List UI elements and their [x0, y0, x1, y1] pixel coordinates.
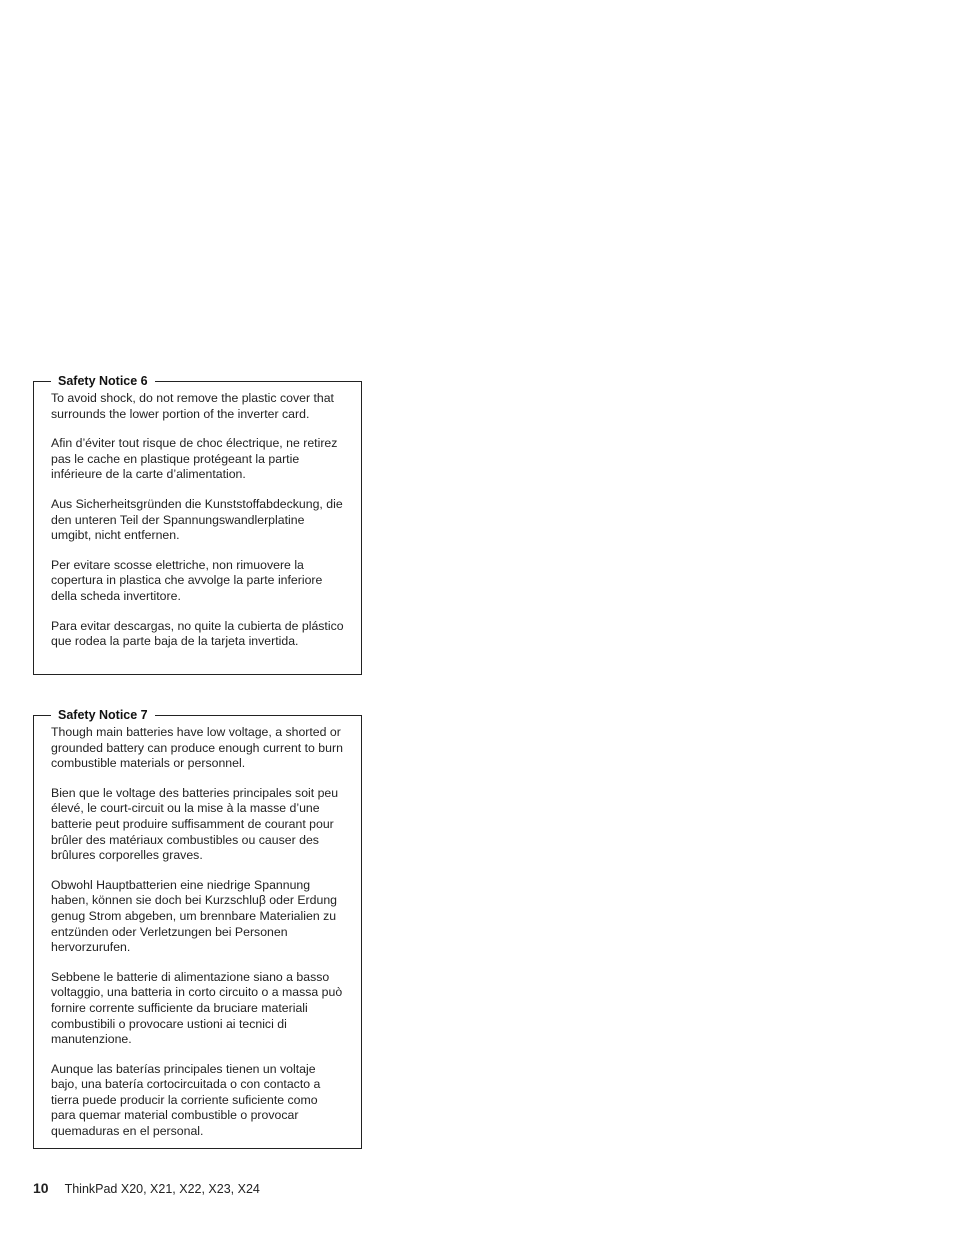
safety-notice-6-box — [33, 374, 362, 675]
notice-paragraph-english: To avoid shock, do not remove the plastic cover that surrounds the lower portion of the inverter card. — [51, 391, 334, 421]
notice-paragraph-german: Obwohl Hauptbatterien eine niedrige Spannung haben, können sie doch bei Kurzschluβ oder Erdung genug Strom abgeben, um brennbare Materialien zu entzünden oder Verletzungen bei Personen hervorzurufen. — [51, 877, 337, 955]
notice-title: Safety Notice 7 — [51, 708, 155, 723]
notice-paragraph-spanish: Aunque las baterías principales tienen un voltaje bajo, una batería cortocircuitada o con contacto a tierra puede producir la corriente suficiente como para quemar material combustible o provocar quemaduras en el personal. — [51, 1061, 321, 1139]
notice-paragraph-italian: Sebbene le batterie di alimentazione siano a basso voltaggio, una batteria in corto circuito o a massa può fornire corrente sufficiente da bruciare materiali combustibili o provocare ustioni ai tecnici di manutenzione. — [51, 969, 343, 1047]
page-number: 10 — [33, 1180, 49, 1196]
safety-notice-7-box — [33, 708, 362, 1149]
notice-paragraph-french: Afin d’éviter tout risque de choc électrique, ne retirez pas le cache en plastique protégeant la partie inférieure de la carte d’alimentation. — [51, 436, 338, 482]
notice-paragraph-english: Though main batteries have low voltage, a shorted or grounded battery can produce enough current to burn combustible materials or personnel. — [51, 725, 343, 771]
notice-paragraph-spanish: Para evitar descargas, no quite la cubierta de plástico que rodea la parte baja de la tarjeta invertida. — [51, 618, 344, 649]
notice-paragraph-german: Aus Sicherheitsgründen die Kunststoffabdeckung, die den unteren Teil der Spannungswandlerplatine umgibt, nicht entfernen. — [51, 496, 343, 543]
page-footer — [33, 1180, 260, 1197]
notice-title: Safety Notice 6 — [51, 374, 155, 389]
notice-paragraph-french: Bien que le voltage des batteries principales soit peu élevé, le court-circuit ou la mise à la masse d’une batterie peut produire suffisamment de courant pour brûler des matériaux combustibles ou causer des brûlures corporelles graves. — [51, 785, 339, 863]
notice-paragraph-italian: Per evitare scosse elettriche, non rimuovere la copertura in plastica che avvolge la parte inferiore della scheda invertitore. — [51, 557, 323, 603]
footer-product-title: ThinkPad X20, X21, X22, X23, X24 — [64, 1182, 260, 1196]
